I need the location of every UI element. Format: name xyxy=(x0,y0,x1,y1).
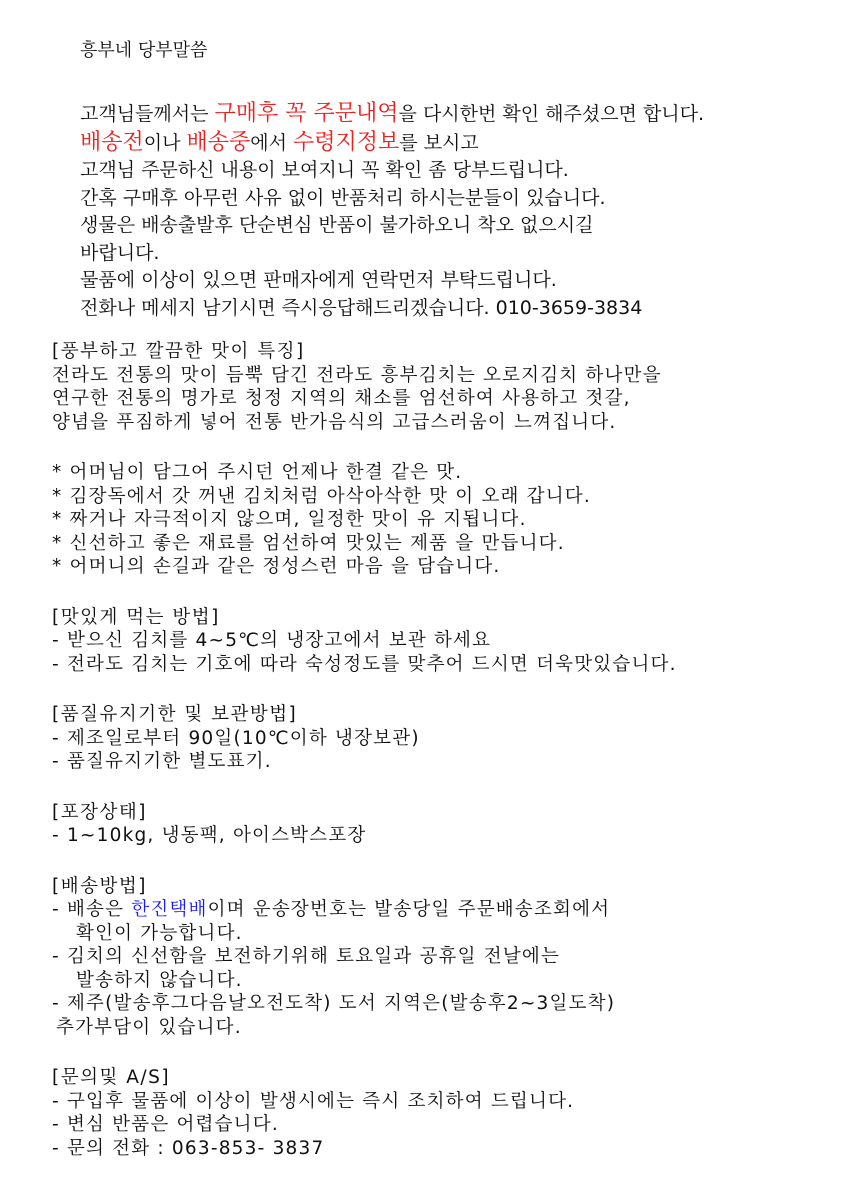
seller-notice xyxy=(80,38,704,322)
inquiry-line: - 변심 반품은 어렵습니다. xyxy=(52,1114,279,1135)
inquiry-phone: - 문의 전화 : 063-853- 3837 xyxy=(52,1137,325,1159)
bullet-list xyxy=(52,461,852,579)
packaging-heading: [포장상태] xyxy=(52,801,147,823)
packaging-line: - 1~10kg, 냉동팩, 아이스박스포장 xyxy=(52,825,367,846)
bullet-item: * 어머님이 담그어 주시던 언제나 한결 같은 맛. xyxy=(52,462,463,483)
quality-section xyxy=(52,703,852,774)
inquiry-section xyxy=(52,1066,852,1160)
howto-heading: [맛있게 먹는 방법] xyxy=(52,606,220,628)
highlight-before-shipping: 배송전 xyxy=(80,129,144,155)
courier-name: 한진택배 xyxy=(131,899,208,920)
highlight-order-check: 구매후 꼭 주문내역 xyxy=(214,101,399,126)
notice-line-4: 간혹 구매후 아무런 사유 없이 반품처리 하시는분들이 있습니다. xyxy=(80,186,606,209)
features-paragraph-line: 양념을 푸짐하게 넣어 전통 반가음식의 고급스러움이 느껴집니다. xyxy=(52,411,617,433)
shipping-line: 발송하지 않습니다. xyxy=(76,969,243,991)
howto-line: - 전라도 김치는 기호에 따라 숙성정도를 맞추어 드시면 더욱맛있습니다. xyxy=(52,653,677,675)
inquiry-line: - 구입후 물품에 이상이 발생시에는 즉시 조치하여 드립니다. xyxy=(52,1090,575,1112)
howto-line: - 받으신 김치를 4~5℃의 냉장고에서 보관 하세요 xyxy=(52,630,492,651)
howto-section xyxy=(52,606,852,677)
features-heading: [풍부하고 깔끔한 맛이 특징] xyxy=(52,341,305,362)
features-section xyxy=(52,340,852,434)
features-paragraph-line: 전라도 전통의 맛이 듬뿍 담긴 전라도 흥부김치는 오로지김치 하나만을 xyxy=(52,364,662,386)
shipping-line: 확인이 가능합니다. xyxy=(76,922,243,944)
notice-line-8: 전화나 메세지 남기시면 즉시응답해드리겠습니다. 010-3659-3834 xyxy=(80,296,643,319)
notice-line-2: 배송전이나 배송중에서 수령지정보를 보시고 xyxy=(80,129,479,155)
notice-title: 흥부네 당부말씀 xyxy=(80,40,208,61)
product-info xyxy=(52,340,852,1187)
shipping-section xyxy=(52,875,852,1040)
notice-line-1: 고객님들께서는 구매후 꼭 주문내역을 다시한번 확인 해주셨으면 합니다. xyxy=(80,101,705,126)
highlight-in-shipping: 배송중 xyxy=(186,129,251,155)
inquiry-heading: [문의및 A/S] xyxy=(52,1067,171,1088)
shipping-line: 추가부담이 있습니다. xyxy=(56,1016,242,1038)
shipping-line: - 배송은 한진택배이며 운송장번호는 발송당일 주문배송조회에서 xyxy=(52,899,611,920)
quality-heading: [품질유지기한 및 보관방법] xyxy=(52,704,298,725)
bullet-item: * 어머니의 손길과 같은 정성스런 마음 을 담습니다. xyxy=(52,556,501,577)
quality-line: - 품질유지기한 별도표기. xyxy=(52,751,272,772)
notice-line-6: 바랍니다. xyxy=(80,241,160,264)
quality-line: - 제조일로부터 90일(10℃이하 냉장보관) xyxy=(52,727,420,749)
bullet-item: * 김장독에서 갓 꺼낸 김치처럼 아삭아삭한 맛 이 오래 갑니다. xyxy=(52,485,591,507)
highlight-recipient-info: 수령지정보 xyxy=(293,129,400,155)
notice-line-3: 고객님 주문하신 내용이 보여지니 꼭 확인 좀 당부드립니다. xyxy=(80,159,569,181)
shipping-line: - 김치의 신선함을 보전하기위해 토요일과 공휴일 전날에는 xyxy=(52,946,561,967)
bullet-item: * 신선하고 좋은 재료를 엄선하여 맛있는 제품 을 만듭니다. xyxy=(52,532,565,554)
packaging-section xyxy=(52,801,852,848)
shipping-heading: [배송방법] xyxy=(52,875,147,897)
notice-line-7: 물품에 이상이 있으면 판매자에게 연락먼저 부탁드립니다. xyxy=(80,269,557,291)
features-paragraph-line: 연구한 전통의 명가로 청정 지역의 채소를 엄선하여 사용하고 젓갈, xyxy=(52,388,631,409)
notice-line-5: 생물은 배송출발후 단순변심 반품이 불가하오니 착오 없으시길 xyxy=(80,214,594,236)
bullet-item: * 짜거나 자극적이지 않으며, 일정한 맛이 유 지됩니다. xyxy=(52,509,527,530)
shipping-line: - 제주(발송후그다음날오전도착) 도서 지역은(발송후2~3일도착) xyxy=(52,993,616,1014)
